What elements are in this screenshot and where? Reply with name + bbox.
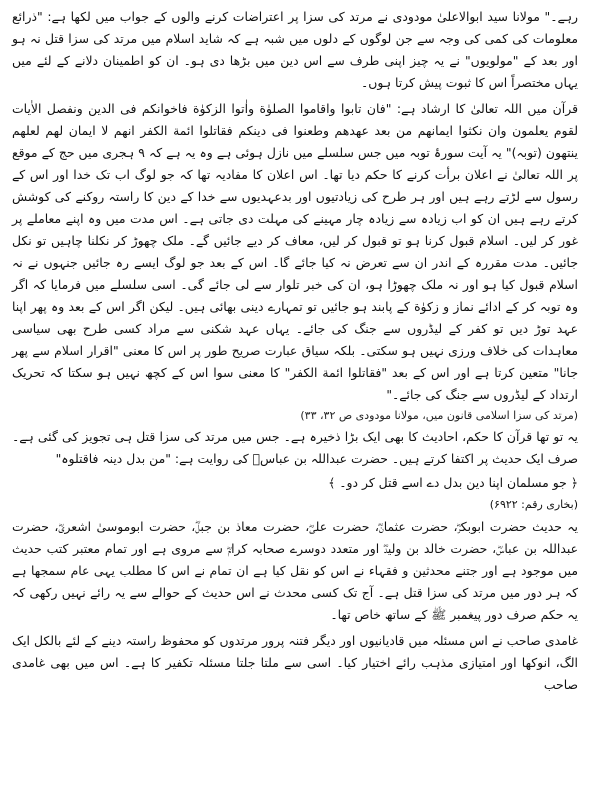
paragraph-hadith-intro: یہ تو تھا قرآن کا حکم، احادیث کا بھی ایک بڑا ذخیرہ ہے۔ جس میں مرتد کی سزا قتل ہی تجویز کی گئی ہے۔ صرف ایک حدیث پر اکتفا کرتے ہیں۔ حضرت عبداللہ بن عباسؓ کی روایت ہے: "من بدل دینہ فاقتلوہ" [12, 429, 578, 466]
paragraph-hadith-narrators: یہ حدیث حضرت ابوبکرؓ، حضرت عثمانؓ، حضرت علیؓ، حضرت معاذ بن جبلؓ، حضرت ابوموسیٰ اشعریؓ، حضرت عبداللہ بن عباسؓ، حضرت خالد بن ولیدؓ اور متعدد دوسرے صحابہ کرامؓ سے مروی ہے اور تمام معتبر کتب حدیث میں موجود ہے اور جتنے محدثین و فقہاء نے اس کو نقل کیا ہے ان تمام نے اس کا مطلب یہی عام سمجھا ہے کہ ہر دور میں مرتد کی سزا قتل ہے۔ آج تک کسی محدث نے اس حدیث کے حوالے سے یہ رائے نہیں رکھی کہ یہ حکم صرف دور پیغمبر ﷺ کے ساتھ خاص تھا۔ [12, 519, 578, 622]
hadith-translation [12, 472, 578, 516]
paragraph-quran-verse: قرآن میں اللہ تعالیٰ کا ارشاد ہے: "فان تابوا واقاموا الصلوٰة واٰتوا الزکوٰة فاخوانکم فی الدین ونفصل الاٰیات لقوم یعلمون وان نکثوا ایمانھم من بعد عھدھم وطعنوا فی دینکم فقاتلوا ائمة الکفر انھم لا ایمان لھم لعلھم ینتھون (توبہ)" یہ آیت سورۂ توبہ میں جس سلسلے میں نازل ہوئی ہے وہ یہ ہے کہ ۹ ہجری میں حج کے موقع پر اللہ تعالیٰ نے اعلان برأت کرنے کا حکم دیا تھا۔ اس اعلان کا مفادیہ تھا کہ جو لوگ اب تک خدا اور اس کے رسول سے لڑتے رہے ہیں اور ہر طرح کی زیادتیوں اور بدعہدیوں سے خدا کے دین کا راستہ روکنے کی کوشش کرتے رہے ہیں ان کو اب زیادہ سے زیادہ چار مہینے کی مہلت دی جاتی ہے۔ اس مدت میں وہ اپنے معاملے پر غور کر لیں۔ اسلام قبول کرنا ہو تو قبول کر لیں، معاف کر دیے جائیں گے۔ ملک چھوڑ کر نکلنا چاہیں تو نکل جائیں۔ مدت مقررہ کے اندر ان سے تعرض نہ کیا جائے گا۔ اس کے بعد جو لوگ ایسے رہ جائیں جنہوں نے نہ اسلام قبول کیا ہو اور نہ ملک چھوڑا ہو، ان کی خبر تلوار سے لی جائے گی۔ اسی سلسلے میں فرمایا کہ اگر وہ توبہ کر کے ادائے نماز و زکوٰة کے پابند ہو جائیں تو تمہارے دینی بھائی ہیں۔ لیکن اگر اس کے بعد وہ پھر اپنا عہد توڑ دیں تو کفر کے لیڈروں سے جنگ کی جائے۔ یہاں عہد شکنی سے مراد کسی طرح بھی سیاسی معاہدات کی خلاف ورزی نہیں ہو سکتی۔ بلکہ سیاق عبارت صریح طور پر اس کا معنی "اقرار اسلام سے پھر جانا" متعین کرتا ہے اور اس کے بعد "فقاتلوا ائمة الکفر" کا معنی سوا اس کے کچھ نہیں ہو سکتا کہ تحریک ارتداد کے لیڈروں سے جنگ کی جائے۔" [12, 101, 578, 402]
paragraph-intro: رہے۔" مولانا سید ابوالاعلیٰ مودودی نے مرتد کی سزا پر اعتراضات کرنے والوں کے جواب میں لکھا ہے: "ذرائع معلومات کی کمی کی وجہ سے جن لوگوں کے دلوں میں شبہ ہے کہ شاید اسلام میں مرتد کی سزا قتل نہ ہو اور بعد کے "مولویوں" نے یہ چیز اپنی طرف سے اس دین میں بڑھا دی ہو۔ ان کو اطمینان دلانے کے لئے میں یہاں مختصراً اس کا ثبوت پیش کرتا ہوں۔ [12, 9, 578, 90]
paragraph-ghamidi: غامدی صاحب نے اس مسئلہ میں قادیانیوں اور دیگر فتنہ پرور مرتدوں کو محفوظ راستہ دینے کے لئے بالکل ایک الگ، انوکھا اور امتیازی مذہب رائے اختیار کیا۔ اسی سے ملتا جلتا مسئلہ تکفیر کا ہے۔ اس میں بھی غامدی صاحب [12, 633, 578, 692]
citation-maududi: (مرتد کی سزا اسلامی قانون میں، مولانا مودودی ص ۳۲، ۳۳) [300, 409, 578, 422]
citation-bukhari: (بخاری رقم: ۶۹۲۲) [489, 498, 578, 511]
hadith-text: ﴿ جو مسلمان اپنا دین بدل دے اسے قتل کر دو۔ ﴾ [328, 475, 578, 490]
